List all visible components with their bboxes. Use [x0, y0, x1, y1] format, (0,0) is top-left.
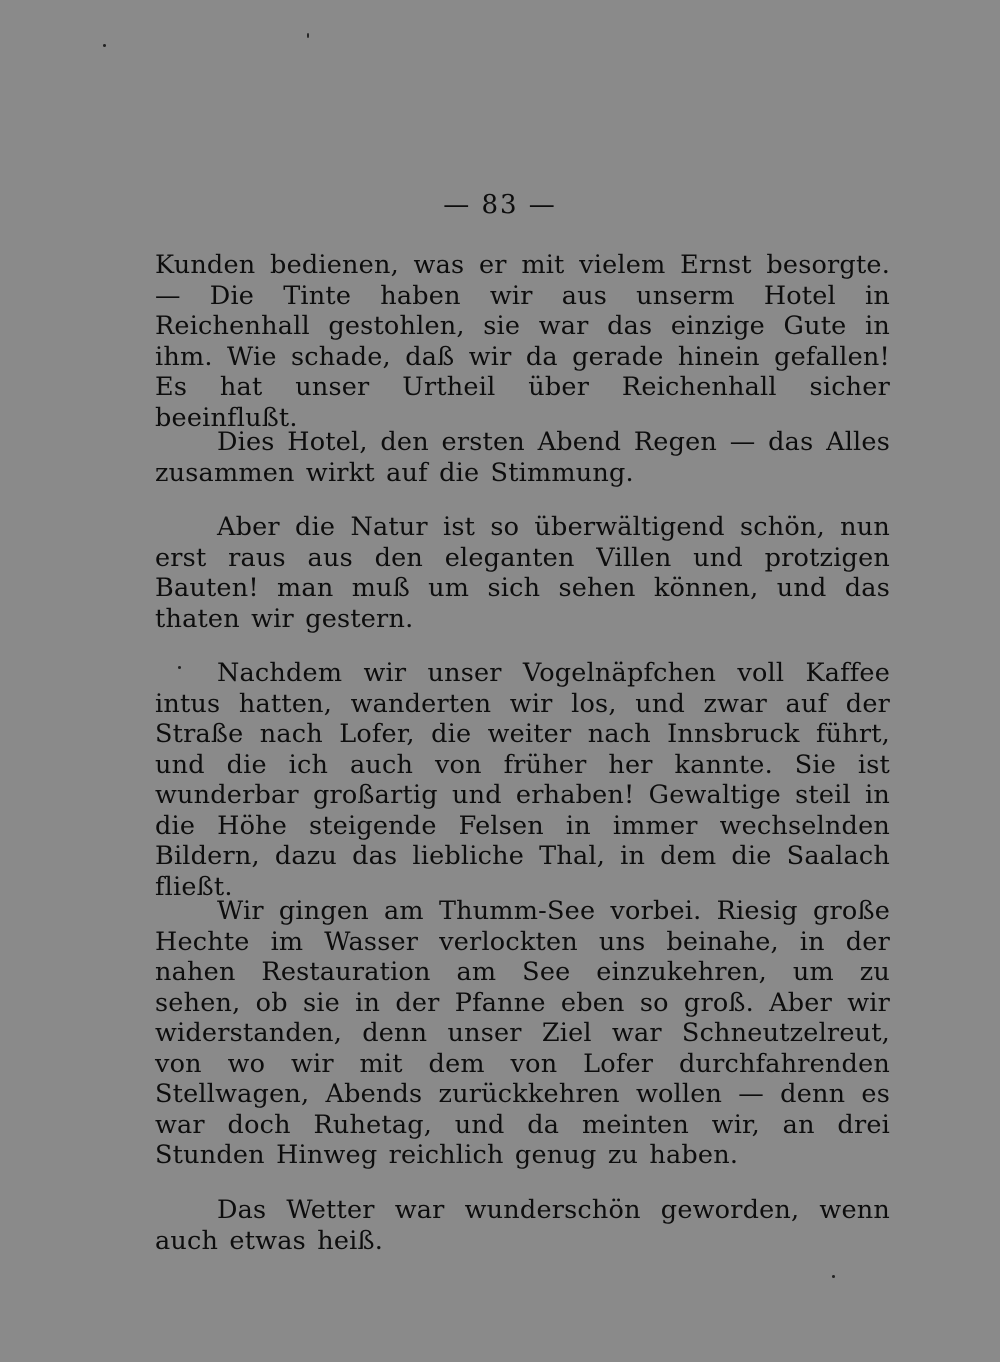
paper-speck — [103, 44, 106, 47]
page-number: — 83 — — [443, 190, 557, 220]
paragraph-3: Aber die Natur ist so überwältigend schön, nun erst raus aus den eleganten Villen und protzigen Bauten! man muß um sich sehen können, und das thaten wir gestern. — [155, 512, 890, 634]
paragraph-5: Wir gingen am Thumm-See vorbei. Riesig große Hechte im Wasser verlockten uns beinahe, in der nahen Restauration am See einzukehren, um zu sehen, ob sie in der Pfanne eben so groß. Aber wir widerstanden, denn unser Ziel war Schneutzelreut, von wo wir mit dem von Lofer durchfahrenden Stellwagen, Abends zurückkehren wollen — denn es war doch Ruhetag, und da meinten wir, an drei Stunden Hinweg reichlich genug zu haben. — [155, 896, 890, 1170]
paragraph-4: Nachdem wir unser Vogelnäpfchen voll Kaffee intus hatten, wanderten wir los, und zwar auf der Straße nach Lofer, die weiter nach Innsbruck führt, und die ich auch von früher her kannte. Sie ist wunderbar großartig und erhaben! Gewaltige steil in die Höhe steigende Felsen in immer wechselnden Bildern, dazu das liebliche Thal, in dem die Saalach fließt. — [155, 658, 890, 902]
paragraph-2: Dies Hotel, den ersten Abend Regen — das Alles zusammen wirkt auf die Stimmung. — [155, 427, 890, 488]
paper-speck — [307, 33, 309, 38]
paper-speck — [832, 1275, 835, 1278]
paragraph-6: Das Wetter war wunderschön geworden, wenn auch etwas heiß. — [155, 1195, 890, 1256]
paragraph-1: Kunden bedienen, was er mit vielem Ernst besorgte. — Die Tinte haben wir aus unserm Hotel in Reichenhall gestohlen, sie war das einzige Gute in ihm. Wie schade, daß wir da gerade hinein gefallen! Es hat unser Urtheil über Reichenhall sicher beeinflußt. — [155, 250, 890, 433]
